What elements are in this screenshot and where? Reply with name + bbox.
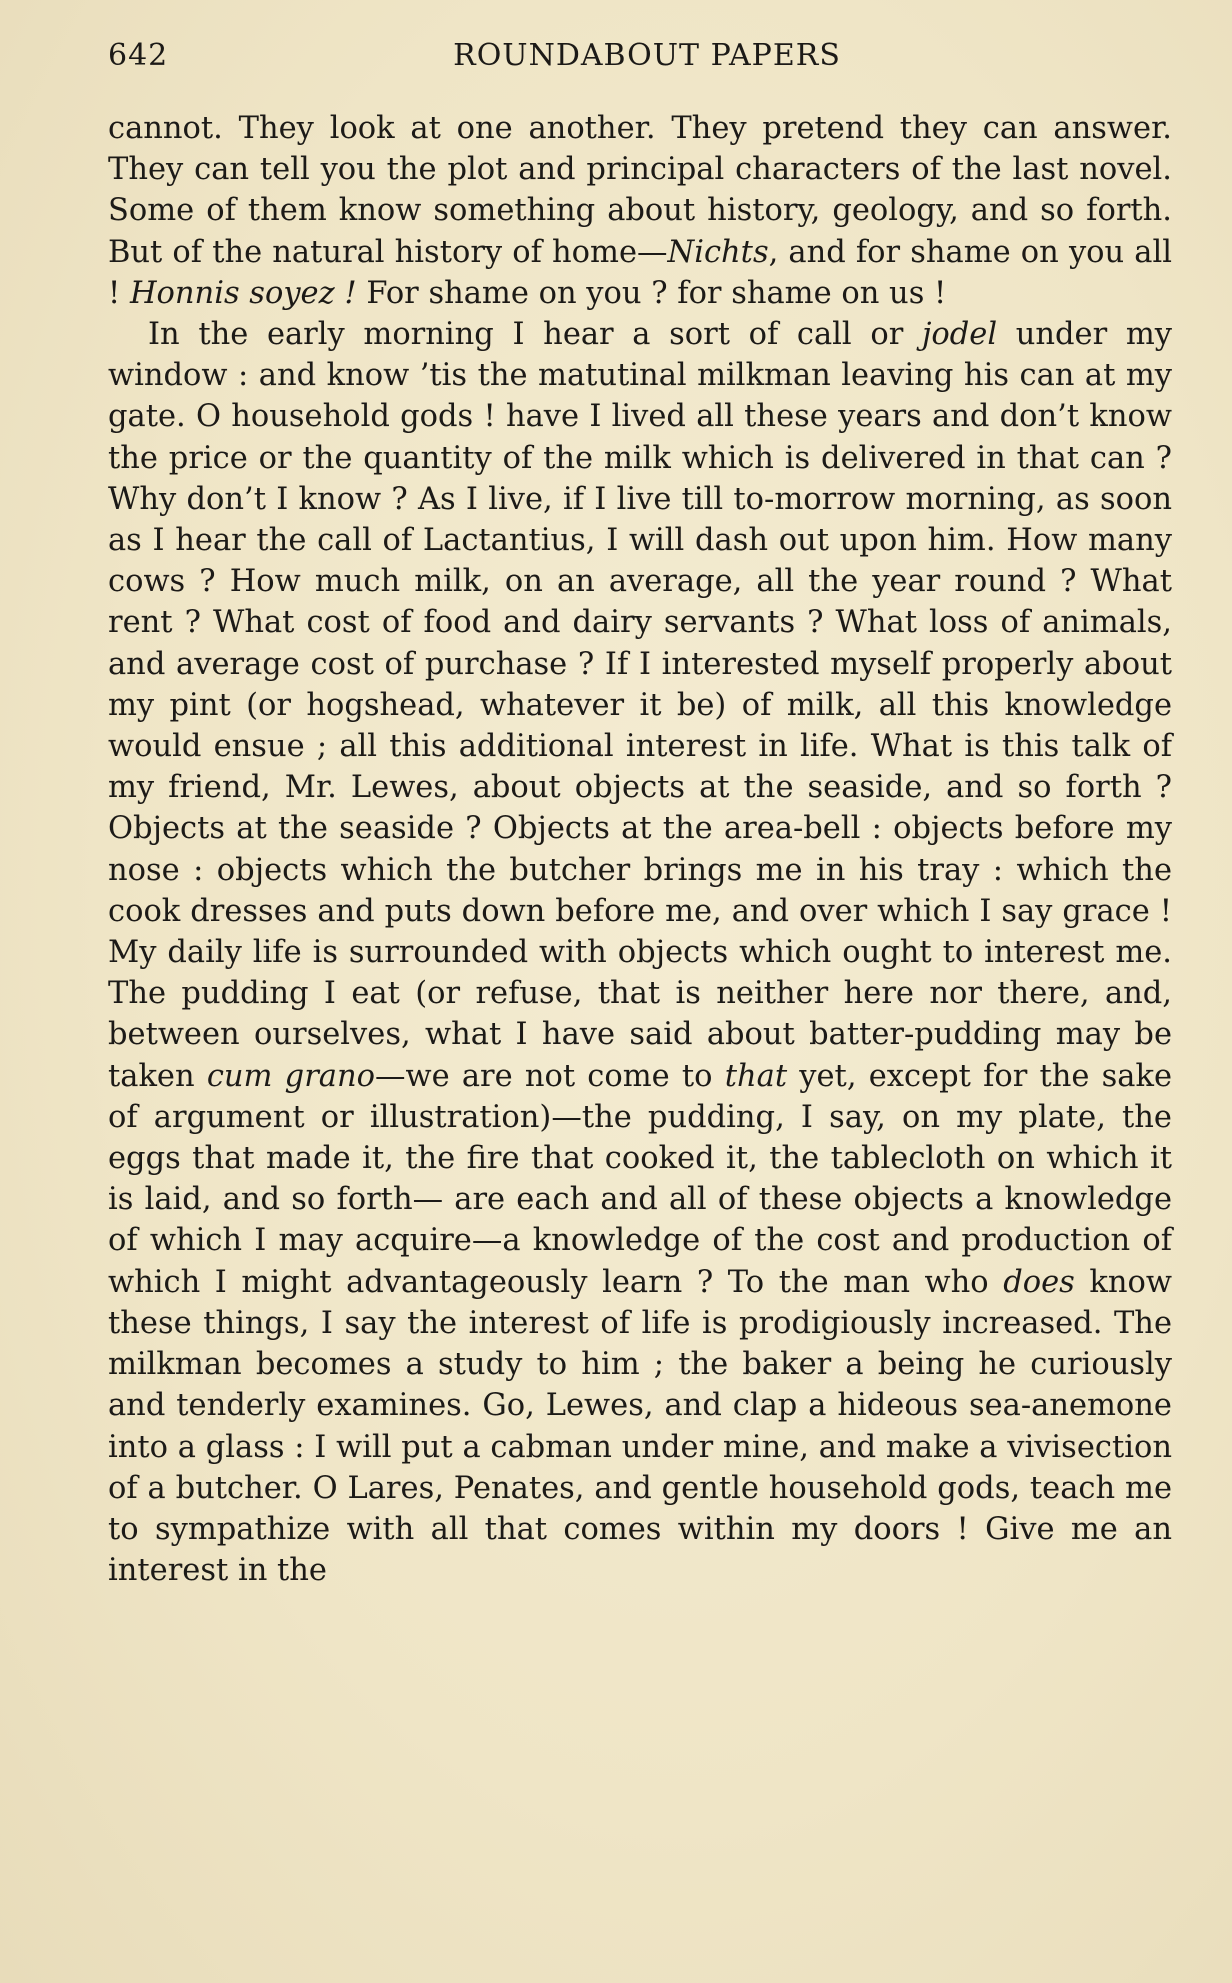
italic-run: jodel	[921, 317, 998, 353]
text-run: —we are not come to	[374, 1058, 725, 1094]
running-title: ROUNDABOUT PAPERS	[453, 38, 841, 73]
italic-run: Nichts	[667, 234, 769, 270]
italic-run: Honnis soyez !	[129, 275, 357, 311]
body-text	[108, 108, 1172, 1591]
text-run: yet, except for the sake of argument or illustration)—the pudding, I say, on my plate, the eggs that made it, the fire that cooked it, the tablecloth on which it is laid, and so forth— are each and all of these objects a knowledge of which I may acquire—a knowledge of the cost and production of which I might advantageously learn ? To the man who	[108, 1058, 1173, 1300]
italic-run: does	[1003, 1264, 1075, 1300]
italic-run: that	[724, 1058, 788, 1094]
text-run: For shame on you ? for shame on us !	[356, 275, 947, 311]
running-head	[108, 38, 1172, 82]
paragraph-2	[108, 314, 1172, 1591]
text-run: under my window : and know ’tis the matutinal milkman leaving his can at my gate. O household gods ! have I lived all these years and don’t know the price or the quantity of the milk which is delivered in that can ? Why don’t I know ? As I live, if I live till to-morrow morning, as soon as I hear the call of Lactantius, I will dash out upon him. How many cows ? How much milk, on an average, all the year round ? What rent ? What cost of food and dairy servants ? What loss of animals, and average cost of purchase ? If I interested myself properly about my pint (or hogshead, whatever it be) of milk, all this knowledge would ensue ; all this additional interest in life. What is this talk of my friend, Mr. Lewes, about objects at the seaside, and so forth ? Objects at the seaside ? Objects at the area-bell : objects before my nose : objects which the butcher brings me in his tray : which the cook dresses and puts down before me, and over which I say grace ! My daily life is surrounded with objects which ought to interest me. The pudding I eat (or refuse, that is neither here nor there, and, between ourselves, what I have said about batter-pudding may be taken	[108, 317, 1172, 1094]
italic-run: cum grano	[206, 1058, 375, 1094]
text-run: cannot. They look at one another. They pretend they can answer. They can tell you the plot and principal characters of the last novel. Some of them know something about history, geology, and so forth. But of the natural history of home—	[108, 111, 1172, 270]
text-run: In the early morning I hear a sort of call or	[148, 317, 922, 353]
paragraph-1	[108, 108, 1172, 314]
text-run: know these things, I say the interest of life is prodigiously increased. The milkman becomes a study to him ; the baker a being he curiously and tenderly examines. Go, Lewes, and clap a hideous sea-anemone into a glass : I will put a cabman under mine, and make a vivisection of a butcher. O Lares, Penates, and gentle household gods, teach me to sympathize with all that comes within my doors ! Give me an interest in the	[108, 1264, 1172, 1589]
text-run: , and for shame on you all !	[108, 234, 1172, 311]
page-number: 642	[108, 38, 169, 73]
